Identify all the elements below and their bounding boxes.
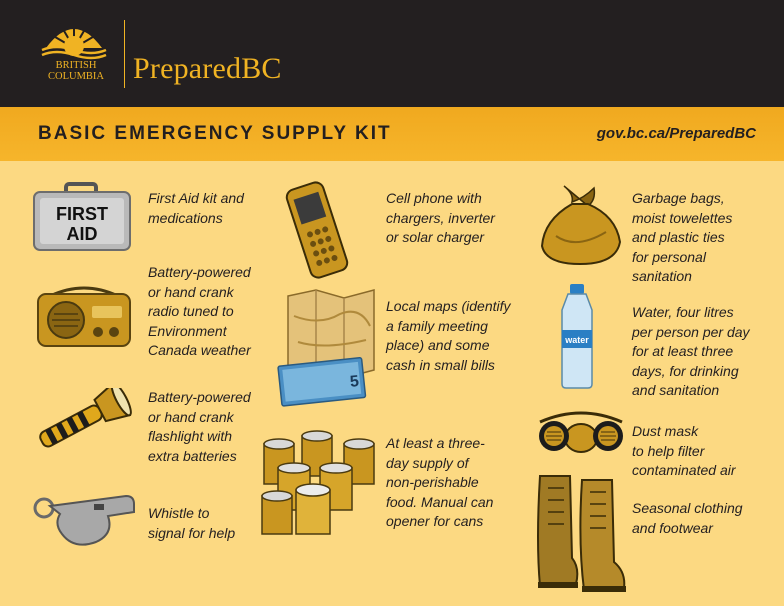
cell-phone-icon: [282, 180, 352, 280]
item-text-6: At least a three- day supply of non-perishable food. Manual can opener for cans: [386, 435, 494, 529]
logo-divider: [124, 20, 125, 88]
list-item-clothing: [632, 499, 743, 538]
garbage-bag-icon: [536, 180, 626, 266]
list-item-first-aid: [148, 189, 244, 228]
boots-icon: [530, 472, 630, 596]
item-text-10: Seasonal clothing and footwear: [632, 500, 743, 536]
list-item-water: [632, 303, 750, 401]
item-text-1: Battery-powered or hand crank radio tuned to Environment Canada weather: [148, 264, 251, 358]
logo-line-british: BRITISH: [55, 60, 97, 71]
water-bottle-icon: [552, 282, 602, 390]
list-item-garbage-bags: [632, 189, 732, 287]
header-bar: [0, 0, 784, 107]
item-text-7: Garbage bags, moist towelettes and plastic ties for personal sanitation: [632, 190, 733, 284]
logo-line-columbia: COLUMBIA: [47, 71, 104, 82]
flashlight-icon: [30, 388, 134, 450]
list-item-dust-mask: [632, 422, 736, 481]
title-bar: [0, 107, 784, 161]
canned-food-icon: [258, 430, 382, 540]
first-aid-label-2: AID: [66, 224, 98, 244]
bc-logo-text: [36, 60, 116, 82]
whistle-icon: [28, 488, 138, 550]
radio-icon: [34, 282, 134, 348]
list-item-cell-phone: [386, 189, 495, 248]
item-text-5: Local maps (identify a family meeting place) and some cash in small bills: [386, 298, 511, 373]
item-text-9: Dust mask to help filter contaminated air: [632, 423, 736, 478]
cash-label: 5: [349, 372, 360, 391]
item-text-8: Water, four litres per person per day for at least three days, for drinking and sanitation: [632, 304, 750, 398]
list-item-food: [386, 434, 493, 532]
list-item-maps-cash: [386, 297, 511, 375]
brand-title: PreparedBC: [133, 52, 282, 85]
list-item-radio: [148, 263, 251, 361]
dust-mask-icon: [536, 408, 626, 456]
first-aid-label-1: FIRST: [56, 204, 108, 224]
first-aid-kit-icon: [30, 182, 134, 252]
map-cash-icon: [270, 286, 380, 410]
item-text-0: First Aid kit and medications: [148, 190, 244, 226]
list-item-whistle: [148, 504, 235, 543]
website-url: gov.bc.ca/PreparedBC: [596, 125, 756, 142]
item-text-2: Battery-powered or hand crank flashlight with extra batteries: [148, 389, 251, 464]
page-title: BASIC EMERGENCY SUPPLY KIT: [38, 123, 392, 144]
water-label: water: [565, 335, 589, 345]
item-text-3: Whistle to signal for help: [148, 505, 236, 541]
bc-sun-logo-icon: [38, 14, 110, 60]
list-item-flashlight: [148, 388, 251, 466]
item-text-4: Cell phone with chargers, inverter or solar charger: [386, 190, 495, 245]
